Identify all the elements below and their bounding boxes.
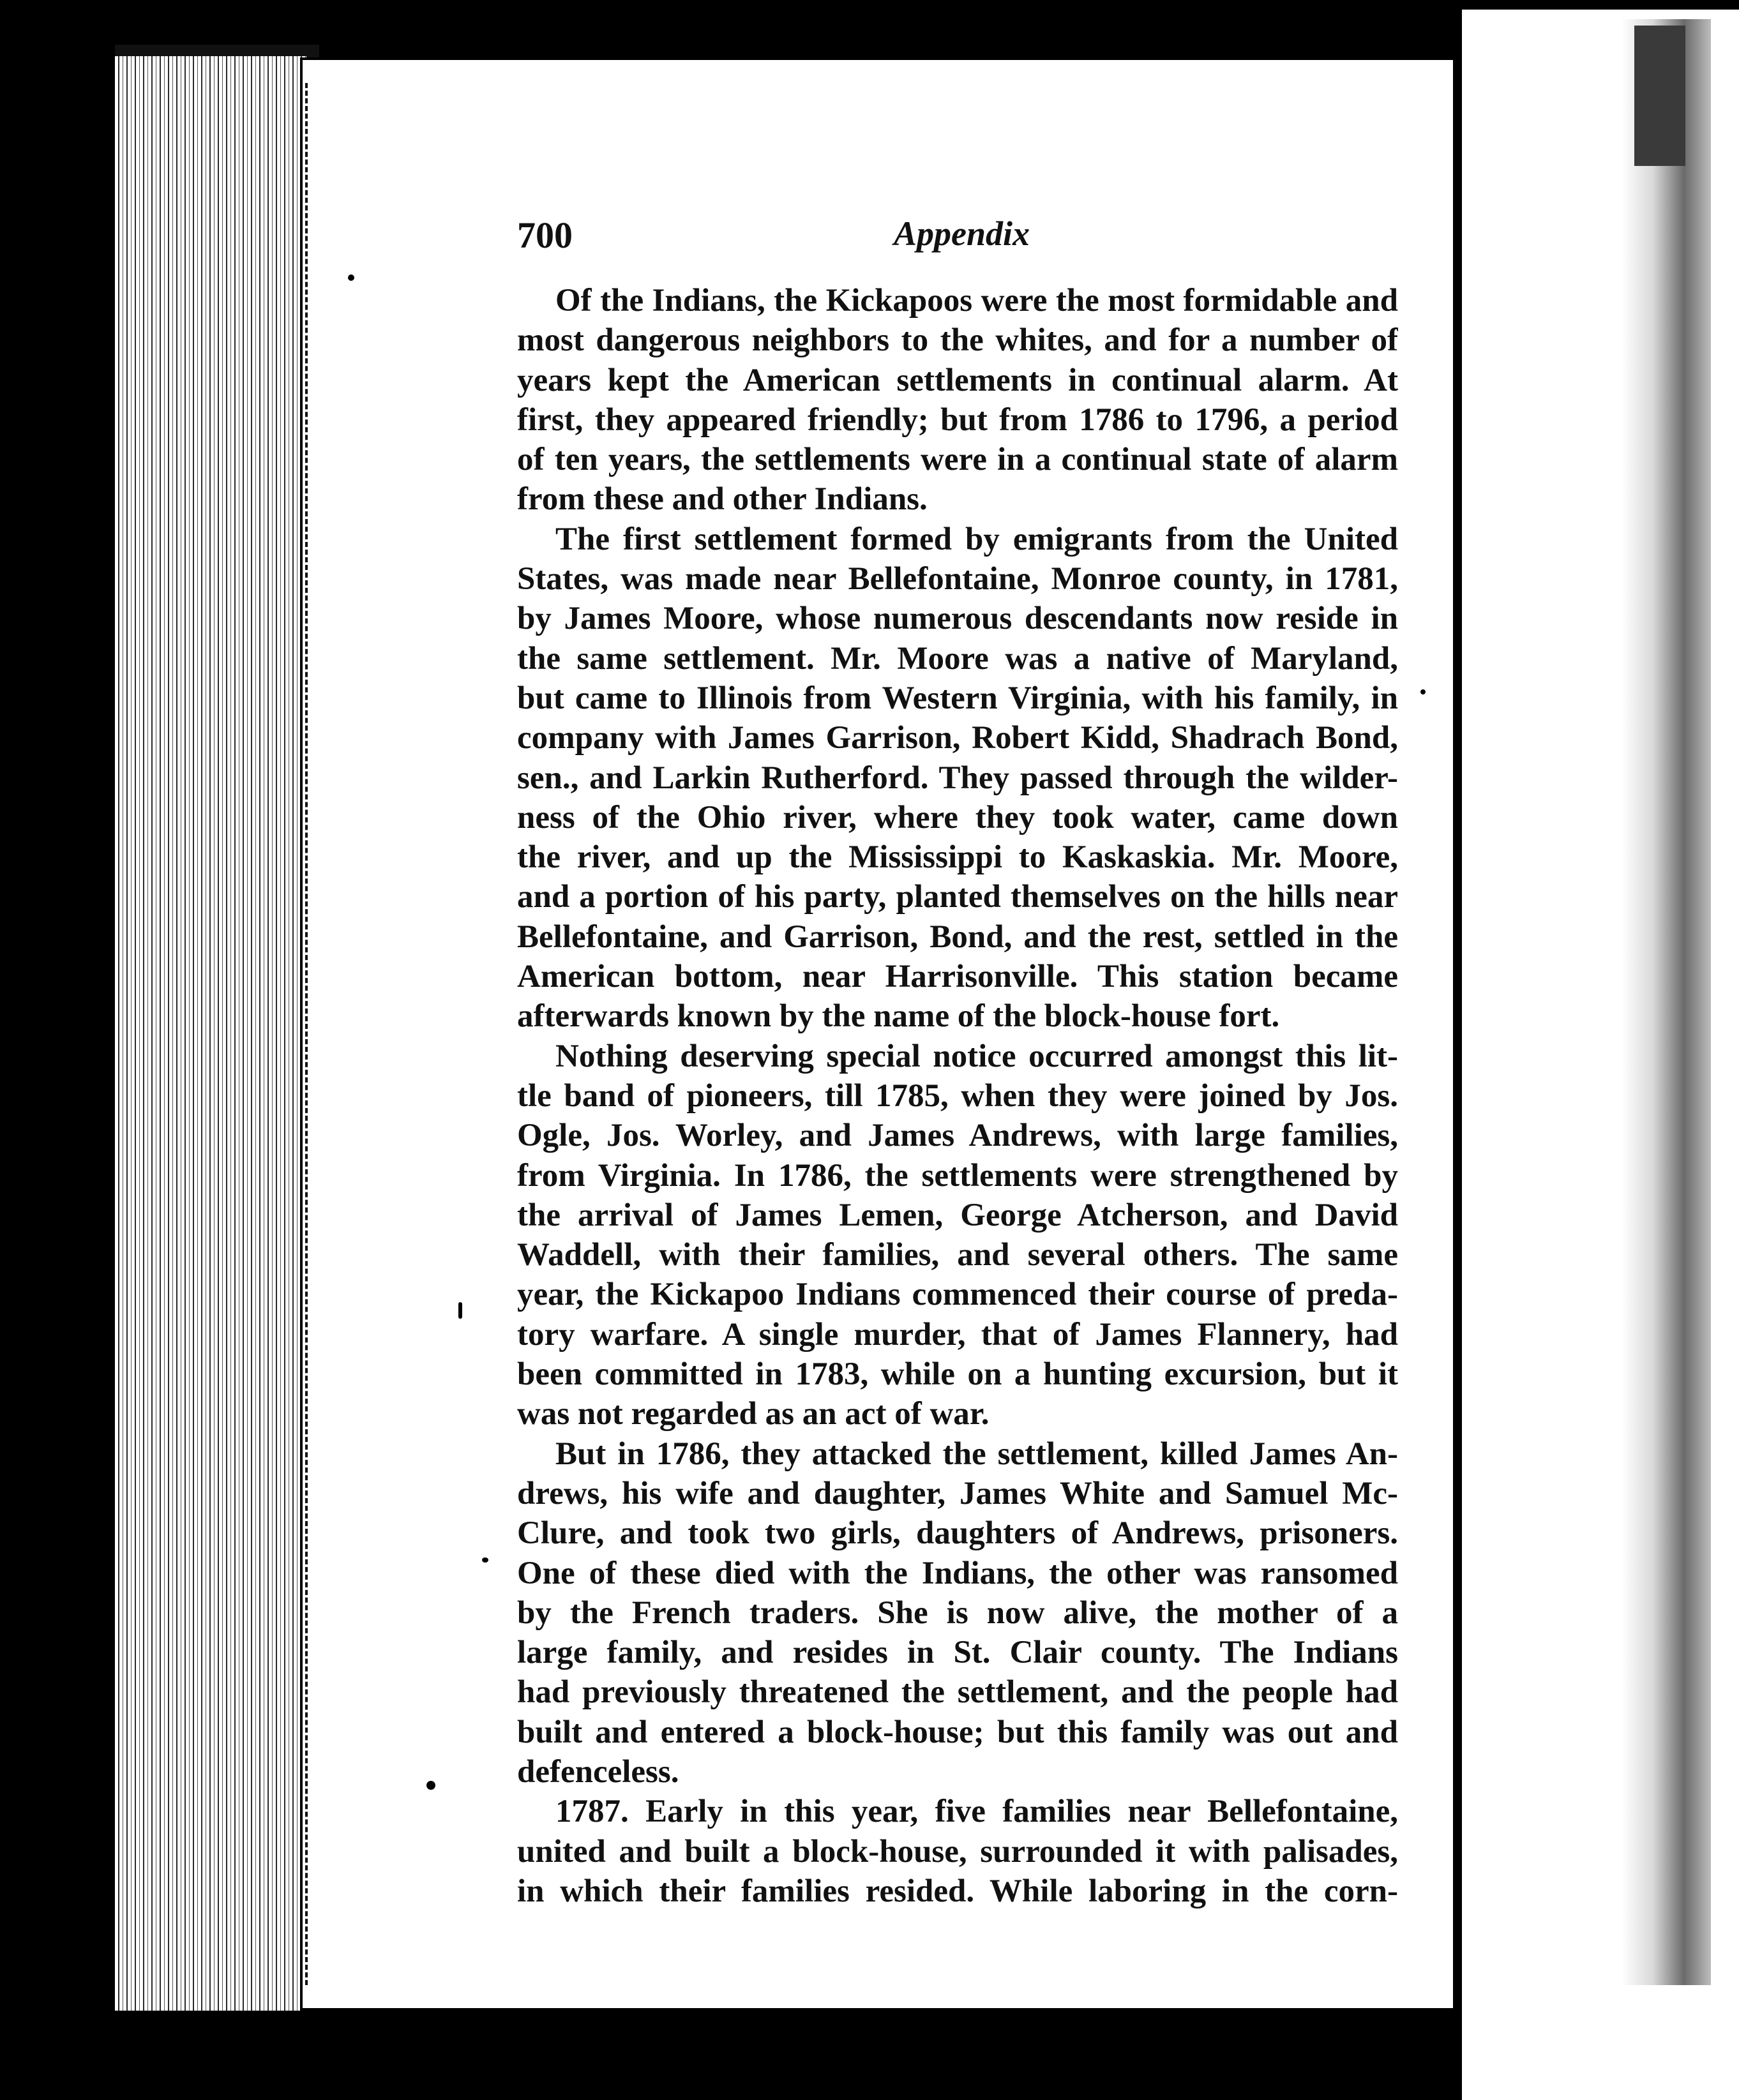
paragraph [517, 520, 1398, 1037]
text-line: Nothing deserving special notice occurred amongst this lit- [555, 1038, 1398, 1074]
text-line: 1787. Early in this year, five families near Bellefontaine, [555, 1794, 1398, 1830]
text-line: defenceless. [517, 1753, 679, 1790]
text-line: Ogle, Jos. Worley, and James Andrews, with large families, [517, 1118, 1398, 1154]
text-line: in which their families resided. While laboring in the corn- [517, 1873, 1398, 1909]
text-line: was not regarded as an act of war. [517, 1396, 990, 1432]
text-line: tle band of pioneers, till 1785, when they were joined by Jos. [517, 1077, 1398, 1114]
paragraph [517, 1037, 1398, 1434]
text-line: of ten years, the settlements were in a continual state of alarm [517, 442, 1398, 478]
text-line: afterwards known by the name of the block-house fort. [517, 998, 1280, 1035]
paragraph [517, 1434, 1398, 1792]
text-line: the arrival of James Lemen, George Atcherson, and David [517, 1197, 1398, 1233]
ink-speck [482, 1557, 488, 1563]
text-line: the river, and up the Mississippi to Kaskaskia. Mr. Moore, [517, 839, 1398, 876]
text-line: united and built a block-house, surrounded it with palisades, [517, 1833, 1398, 1870]
ink-speck [426, 1781, 435, 1790]
ink-speck [348, 274, 354, 281]
text-line: large family, and resides in St. Clair county. The Indians [517, 1635, 1398, 1671]
text-line: built and entered a block-house; but this family was out and [517, 1714, 1398, 1750]
text-line: by James Moore, whose numerous descendants now reside in [517, 601, 1398, 637]
ink-speck [1420, 689, 1426, 694]
text-line: tory warfare. A single murder, that of James Flannery, had [517, 1316, 1398, 1353]
text-line: most dangerous neighbors to the whites, and for a number of [517, 322, 1398, 359]
text-line: Of the Indians, the Kickapoos were the most formidable and [555, 283, 1398, 319]
text-line: had previously threatened the settlement, and the people had [517, 1674, 1398, 1711]
text-line: Waddell, with their families, and several others. The same [517, 1237, 1398, 1273]
paragraph [517, 281, 1398, 520]
page-number: 700 [517, 214, 573, 256]
text-line: American bottom, near Harrisonville. This station became [517, 959, 1398, 995]
facing-page-shadow [1622, 19, 1711, 1985]
text-line: years kept the American settlements in continual alarm. At [517, 362, 1398, 398]
running-head [517, 214, 1411, 265]
text-line: company with James Garrison, Robert Kidd, Shadrach Bond, [517, 720, 1398, 756]
text-line: drews, his wife and daughter, James White and Samuel Mc- [517, 1475, 1398, 1511]
text-line: been committed in 1783, while on a hunting excursion, but it [517, 1356, 1398, 1393]
paragraph [517, 1792, 1398, 1911]
text-line: first, they appeared friendly; but from 1786 to 1796, a period [517, 401, 1398, 438]
book-page-edges [115, 56, 306, 2011]
text-line: sen., and Larkin Rutherford. They passed through the wilder- [517, 760, 1398, 796]
text-line: from Virginia. In 1786, the settlements were strengthened by [517, 1157, 1398, 1194]
text-line: States, was made near Bellefontaine, Monroe county, in 1781, [517, 561, 1398, 597]
text-line: One of these died with the Indians, the other was ransomed [517, 1555, 1398, 1591]
text-line: and a portion of his party, planted themselves on the hills near [517, 879, 1398, 915]
text-line: But in 1786, they attacked the settlement, killed James An- [555, 1436, 1398, 1472]
text-line: the same settlement. Mr. Moore was a native of Maryland, [517, 640, 1398, 677]
text-line: by the French traders. She is now alive, the mother of a [517, 1594, 1398, 1631]
text-line: Bellefontaine, and Garrison, Bond, and the rest, settled in the [517, 919, 1398, 955]
facing-page-mark [1634, 26, 1685, 166]
text-line: The first settlement formed by emigrants from the United [555, 521, 1398, 557]
text-line: but came to Illinois from Western Virginia, with his family, in [517, 680, 1398, 716]
page-gutter-line [305, 83, 308, 1985]
text-line: ness of the Ohio river, where they took water, came down [517, 799, 1398, 836]
running-head-title: Appendix [894, 214, 1030, 253]
text-line: Clure, and took two girls, daughters of Andrews, prisoners. [517, 1515, 1398, 1552]
text-line: year, the Kickapoo Indians commenced their course of preda- [517, 1277, 1398, 1313]
ink-speck [458, 1302, 462, 1319]
body-text [517, 281, 1398, 1911]
text-line: from these and other Indians. [517, 481, 928, 518]
